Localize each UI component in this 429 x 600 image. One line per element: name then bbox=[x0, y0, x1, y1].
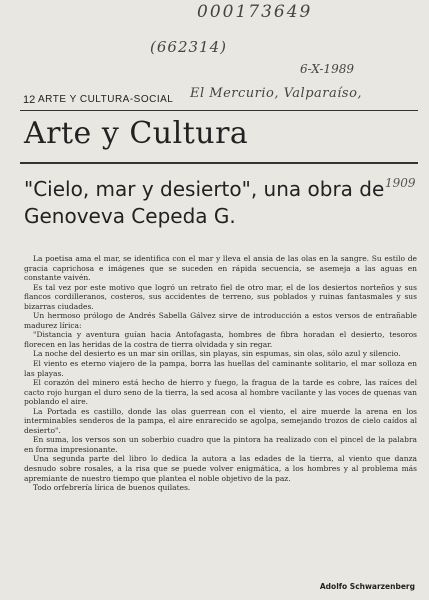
paragraph: La Portada es castillo, donde las olas guerrean con el viento, el aire muerde la arena en los interminables senderos de la pampa, el aire enrarecido se agolpa, semejando trozos de cielo caídos al desierto". bbox=[24, 406, 417, 435]
paragraph: En suma, los versos son un soberbio cuadro que la pintora ha realizado con el pincel de la palabra en forma impresionante. bbox=[24, 435, 417, 454]
page-number: 12 bbox=[23, 94, 36, 106]
article-body bbox=[24, 254, 417, 493]
archive-id-handwriting: 000173649 bbox=[197, 2, 313, 22]
paragraph: El corazón del minero está hecho de hierro y fuego, la fragua de la tarde es cobre, las raíces del cacto rojo hurgan el duro seno de la tierra, la sed acosa al hombre vacilante y las voces de quenas van poblando el aire. bbox=[24, 378, 417, 407]
paragraph: Un hermoso prólogo de Andrés Sabella Gálvez sirve de introducción a estos versos de entrañable madurez lírica: bbox=[24, 311, 417, 330]
reference-number-handwriting: (662314) bbox=[150, 38, 227, 56]
section-rule-divider bbox=[20, 162, 418, 164]
paragraph: Es tal vez por este motivo que logró un retrato fiel de otro mar, el de los desiertos norteños y sus flancos cordilleranos, costeros, sus accidentes de terreno, sus poblados y ruinas fantasmales y sus bizarras ciudades. bbox=[24, 282, 417, 311]
article-headline: "Cielo, mar y desierto", una obra de Genoveva Cepeda G. bbox=[24, 177, 385, 228]
year-handwriting: 1909 bbox=[385, 176, 416, 190]
section-label: ARTE Y CULTURA-SOCIAL bbox=[38, 94, 174, 105]
date-handwriting: 6-X-1989 bbox=[300, 62, 354, 76]
paragraph: La poetisa ama el mar, se identifica con el mar y lleva el ansia de las olas en la sangre. Su estilo de gracia caprichosa e imágenes que se suceden en rápida secuencia, se asemeja a las aguas en constante vaivén. bbox=[24, 254, 417, 283]
paragraph: Una segunda parte del libro lo dedica la autora a las edades de la tierra, al viento que danza desnudo sobre rosales, a la risa que se puede volver enigmática, a los hombres y al problema más apremiante de nuestro tiempo que plantea el noble objetivo de la paz. bbox=[24, 454, 417, 483]
top-rule-divider bbox=[20, 110, 418, 111]
paragraph: La noche del desierto es un mar sin orillas, sin playas, sin espumas, sin olas, sólo azul y silencio. bbox=[33, 349, 401, 359]
paragraph: Todo orfebrería lírica de buenos quilates. bbox=[33, 483, 191, 493]
article-author: Adolfo Schwarzenberg bbox=[319, 582, 415, 591]
paragraph: "Distancia y aventura guían hacia Antofagasta, hombres de fibra horadan el desierto, tesoros florecen en las heridas de la costra de tierra olvidada y sin regar. bbox=[24, 330, 417, 349]
paragraph: El viento es eterno viajero de la pampa, borra las huellas del caminante solitario, el mar solloza en las playas. bbox=[24, 359, 417, 378]
source-handwriting: El Mercurio, Valparaíso, bbox=[190, 86, 363, 101]
section-title: Arte y Cultura bbox=[24, 116, 249, 151]
